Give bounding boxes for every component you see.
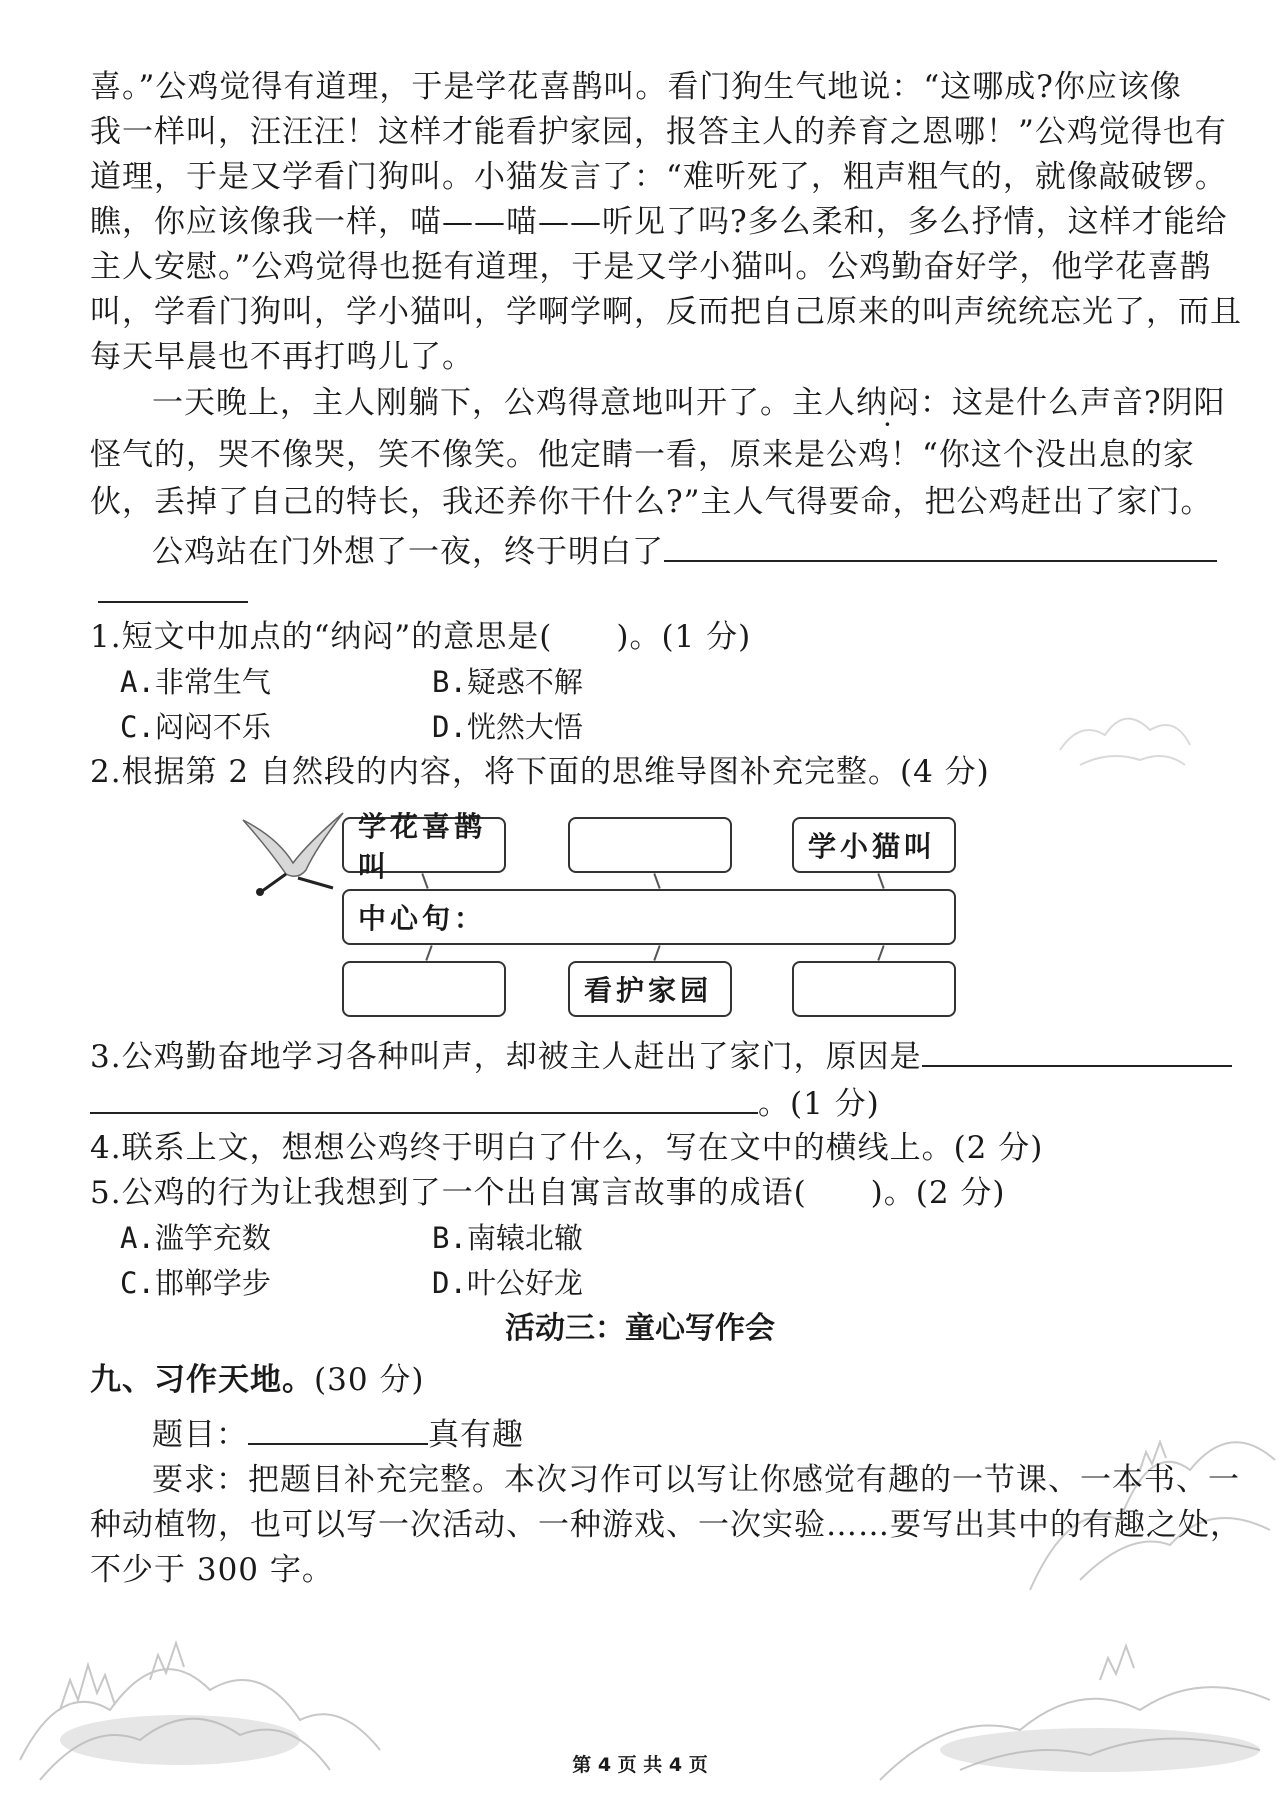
answer-blank-q4-line1[interactable]: [664, 530, 1217, 562]
q5-option-b[interactable]: B.南辕北辙: [432, 1221, 583, 1255]
connector-bottom-left: [425, 945, 432, 961]
passage-p2-line-1: [152, 383, 1226, 423]
crane-bird-decoration: [238, 808, 348, 898]
q3-text: 3.公鸡勤奋地学习各种叫声，却被主人赶出了家门，原因是: [90, 1039, 922, 1075]
passage-line-4: 瞧，你应该像我一样，喵——喵——听见了吗?多么柔和，多么抒情，这样才能给: [90, 204, 1228, 240]
question-4: 4.联系上文，想想公鸡终于明白了什么，写在文中的横线上。(2 分): [90, 1130, 1044, 1166]
essay-topic: [152, 1413, 524, 1455]
passage-line-5: 主人安慰。”公鸡觉得也挺有道理，于是又学小猫叫。公鸡勤奋好学，他学花喜鹊: [90, 249, 1212, 285]
mindmap-top-right-box: 学小猫叫: [792, 817, 956, 873]
connector-bottom-right: [877, 945, 884, 961]
passage-line-7: 每天早晨也不再打鸣儿了。: [90, 339, 474, 375]
q1-option-a[interactable]: A.非常生气: [120, 665, 271, 699]
q1-option-c[interactable]: C.闷闷不乐: [120, 710, 271, 744]
passage-line-3: 道理，于是又学看门狗叫。小猫发言了：“难听死了，粗声粗气的，就像敲破锣。: [90, 159, 1227, 195]
essay-requirement-2: 种动植物，也可以写一次活动、一种游戏、一次实验……要写出其中的有趣之处，: [90, 1507, 1242, 1543]
p2-text-before: 一天晚上，主人刚躺下，公鸡得意地叫开了。主人: [152, 385, 856, 421]
question-3-line-2: [90, 1082, 880, 1124]
passage-p3: [152, 530, 1217, 572]
mindmap-bottom-mid-box: 看护家园: [568, 961, 732, 1017]
essay-requirement-1: 要求：把题目补充完整。本次习作可以写让你感觉有趣的一节课、一本书、一: [152, 1462, 1240, 1498]
passage-line-6: 叫，学看门狗叫，学小猫叫，学啊学啊，反而把自己原来的叫声统统忘光了，而且: [90, 294, 1242, 330]
section-9-score: (30 分): [314, 1362, 425, 1398]
connector-top-mid: [653, 873, 660, 889]
connector-top-right: [877, 873, 884, 889]
mindmap-bottom-right-blank[interactable]: [792, 961, 956, 1017]
topic-label: 题目：: [152, 1417, 248, 1453]
page-number-footer: 第 4 页 共 4 页: [572, 1754, 708, 1776]
section-9-heading: [90, 1360, 425, 1400]
question-3: [90, 1035, 1232, 1077]
passage-p2-line-2: 怪气的，哭不像哭，笑不像笑。他定睛一看，原来是公鸡！“你这个没出息的家: [90, 437, 1195, 473]
p3-text: 公鸡站在门外想了一夜，终于明白了: [152, 534, 664, 570]
question-2: 2.根据第 2 自然段的内容，将下面的思维导图补充完整。(4 分): [90, 754, 990, 790]
answer-blank-q3-line1[interactable]: [922, 1035, 1232, 1067]
question-5: 5.公鸡的行为让我想到了一个出自寓言故事的成语( )。(2 分): [90, 1175, 1006, 1211]
passage-line-2: 我一样叫，汪汪汪！这样才能看护家园，报答主人的养育之恩哪！”公鸡觉得也有: [90, 114, 1227, 150]
activity-heading: 活动三：童心写作会: [505, 1311, 775, 1346]
connector-bottom-mid: [653, 945, 660, 961]
q1-option-d[interactable]: D.恍然大悟: [432, 710, 583, 744]
emphasized-word-namen: 纳闷: [856, 385, 920, 421]
topic-suffix: 真有趣: [428, 1417, 524, 1453]
passage-p2-line-3: 伙，丢掉了自己的特长，我还养你干什么?”主人气得要命，把公鸡赶出了家门。: [90, 484, 1213, 520]
q5-option-a[interactable]: A.滥竽充数: [120, 1221, 271, 1255]
mindmap-top-mid-blank[interactable]: [568, 817, 732, 873]
mindmap-top-left-box: 学花喜鹊叫: [342, 817, 506, 873]
q5-option-c[interactable]: C.邯郸学步: [120, 1266, 271, 1300]
topic-blank[interactable]: [248, 1413, 428, 1445]
q5-option-d[interactable]: D.叶公好龙: [432, 1266, 583, 1300]
essay-requirement-3: 不少于 300 字。: [90, 1552, 334, 1588]
cloud-decoration: [1050, 690, 1200, 780]
answer-blank-q4-line2[interactable]: [98, 575, 248, 603]
passage-line-1: 喜。”公鸡觉得有道理，于是学花喜鹊叫。看门狗生气地说：“这哪成?你应该像: [90, 69, 1182, 105]
mindmap-center-sentence[interactable]: 中心句：: [342, 889, 956, 945]
q1-option-b[interactable]: B.疑惑不解: [432, 665, 583, 699]
q3-tail: 。(1 分): [758, 1086, 880, 1122]
section-9-title: 九、习作天地。: [90, 1362, 314, 1398]
p2-text-after: ：这是什么声音?阴阳: [920, 385, 1226, 421]
question-1: 1.短文中加点的“纳闷”的意思是( )。(1 分): [90, 619, 752, 655]
mindmap-bottom-left-blank[interactable]: [342, 961, 506, 1017]
answer-blank-q3-line2[interactable]: [90, 1082, 758, 1114]
